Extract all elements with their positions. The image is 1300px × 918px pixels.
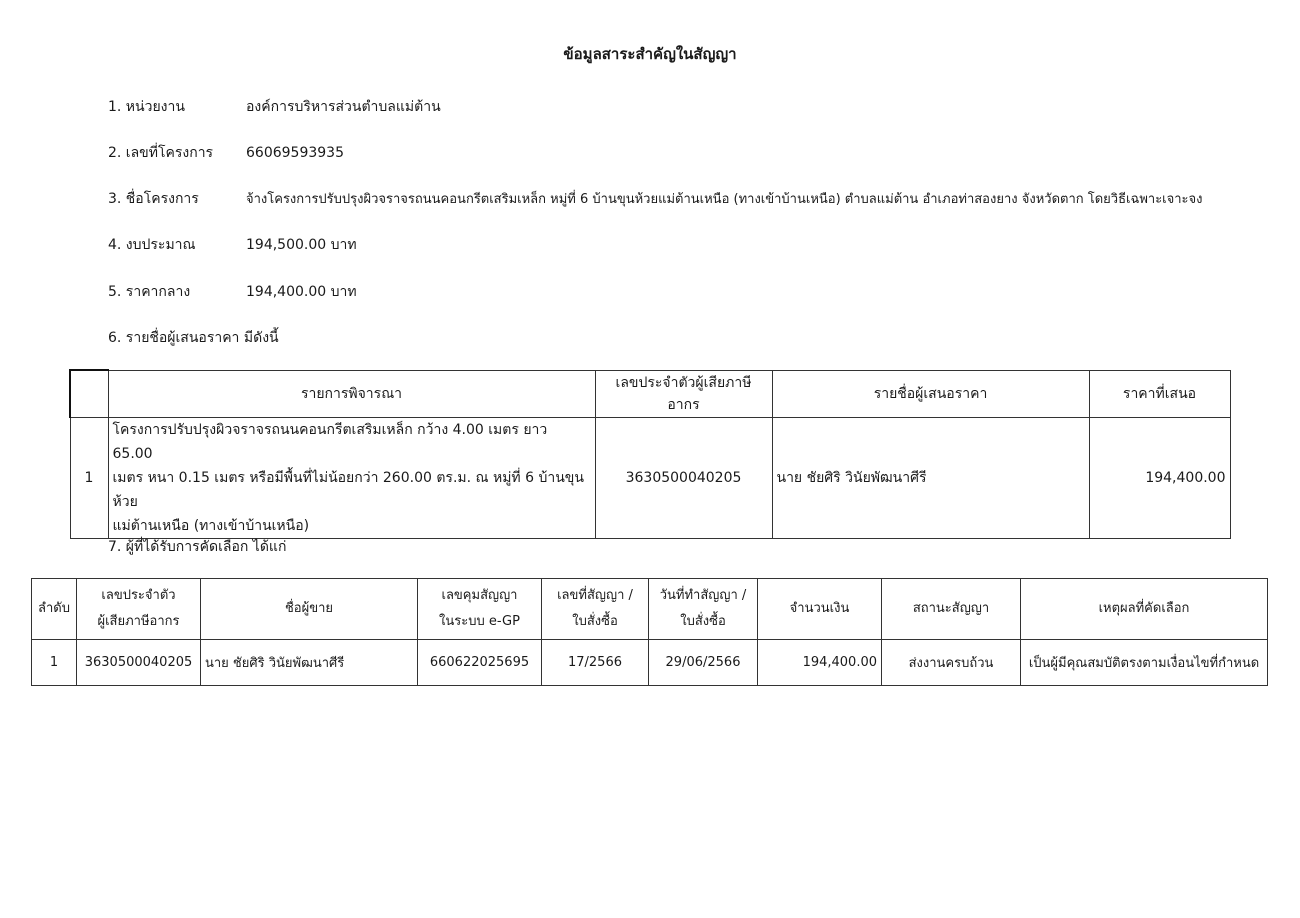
info-label: 5. ราคากลาง (108, 284, 191, 300)
bidder-name: นาย ชัยศิริ วินัยพัฒนาศีรี (772, 418, 1089, 539)
header-line: ใบสั่งซื้อ (680, 614, 726, 629)
header-line: เลขที่สัญญา / (557, 588, 633, 603)
info-label: 2. เลขที่โครงการ (108, 145, 214, 161)
description-line: แม่ต้านเหนือ (ทางเข้าบ้านเหนือ) (112, 518, 310, 534)
selected-table (31, 578, 1268, 686)
seller-name: นาย ชัยศิริ วินัยพัฒนาศีรี (201, 640, 418, 686)
section-selected-heading: 7. ผู้ที่ได้รับการคัดเลือก ได้แก่ (108, 539, 287, 555)
info-label: 4. งบประมาณ (108, 237, 196, 253)
header-cell: รายการพิจารณา (108, 370, 595, 418)
info-value: จ้างโครงการปรับปรุงผิวจราจรถนนคอนกรีตเสริมเหล็ก หมู่ที่ 6 บ้านขุนห้วยแม่ต้านเหนือ (ทางเข้าบ้านเหนือ) ตำบลแม่ต้าน อำเภอท่าสองยาง จังหวัดตาก โดยวิธีเฉพาะเจาะจง (246, 192, 1203, 207)
header-line: วันที่ทำสัญญา / (659, 588, 747, 603)
header-line: เลขประจำตัว (101, 588, 176, 603)
info-row-median-price (108, 281, 357, 303)
info-label: 3. ชื่อโครงการ (108, 191, 199, 207)
header-cell: รายชื่อผู้เสนอราคา (772, 370, 1089, 418)
tax-id: 3630500040205 (77, 640, 201, 686)
description-line: เมตร หนา 0.15 เมตร หรือมีพื้นที่ไม่น้อยกว่า 260.00 ตร.ม. ณ หมู่ที่ 6 บ้านขุนห้วย (112, 470, 584, 510)
section-bidders-heading: 6. รายชื่อผู้เสนอราคา มีดังนี้ (108, 330, 279, 346)
egp-number: 660622025695 (418, 640, 542, 686)
contract-status: ส่งงานครบถ้วน (882, 640, 1021, 686)
info-value: 194,500.00 บาท (246, 237, 357, 253)
offered-price: 194,400.00 (1089, 418, 1230, 539)
header-cell: จำนวนเงิน (758, 579, 882, 640)
selection-reason: เป็นผู้มีคุณสมบัติตรงตามเงื่อนไขที่กำหนด (1021, 640, 1268, 686)
header-cell (70, 370, 108, 418)
header-cell (649, 579, 758, 640)
row-number: 1 (32, 640, 77, 686)
header-cell: ชื่อผู้ขาย (201, 579, 418, 640)
info-value: องค์การบริหารส่วนตำบลแม่ต้าน (246, 99, 441, 115)
table-header-row (70, 370, 1230, 418)
contract-number: 17/2566 (542, 640, 649, 686)
page-title: ข้อมูลสาระสำคัญในสัญญา (563, 45, 737, 63)
info-row-project-number (108, 142, 344, 164)
header-cell: ลำดับ (32, 579, 77, 640)
info-row-project-name (108, 188, 1203, 210)
description-line: โครงการปรับปรุงผิวจราจรถนนคอนกรีตเสริมเหล็ก กว้าง 4.00 เมตร ยาว 65.00 (112, 422, 548, 462)
info-label: 1. หน่วยงาน (108, 99, 185, 115)
header-cell (542, 579, 649, 640)
header-cell: ราคาที่เสนอ (1089, 370, 1230, 418)
tax-id: 3630500040205 (595, 418, 772, 539)
header-cell (77, 579, 201, 640)
info-value: 194,400.00 บาท (246, 284, 357, 300)
table-row (32, 640, 1268, 686)
table-row (70, 418, 1230, 539)
contract-date: 29/06/2566 (649, 640, 758, 686)
contract-amount: 194,400.00 (758, 640, 882, 686)
bidders-table (69, 369, 1231, 539)
header-line: เลขคุมสัญญา (441, 588, 518, 603)
header-line: ในระบบ e-GP (439, 614, 520, 629)
table-header-row (32, 579, 1268, 640)
row-number: 1 (70, 418, 108, 539)
info-row-budget (108, 234, 357, 256)
header-cell: เหตุผลที่คัดเลือก (1021, 579, 1268, 640)
header-cell: สถานะสัญญา (882, 579, 1021, 640)
item-description (108, 418, 595, 539)
info-value: 66069593935 (246, 145, 344, 161)
header-line: ใบสั่งซื้อ (572, 614, 618, 629)
header-line: ผู้เสียภาษีอากร (97, 614, 180, 629)
header-cell: เลขประจำตัวผู้เสียภาษีอากร (595, 370, 772, 418)
info-row-agency (108, 96, 441, 118)
header-cell (418, 579, 542, 640)
